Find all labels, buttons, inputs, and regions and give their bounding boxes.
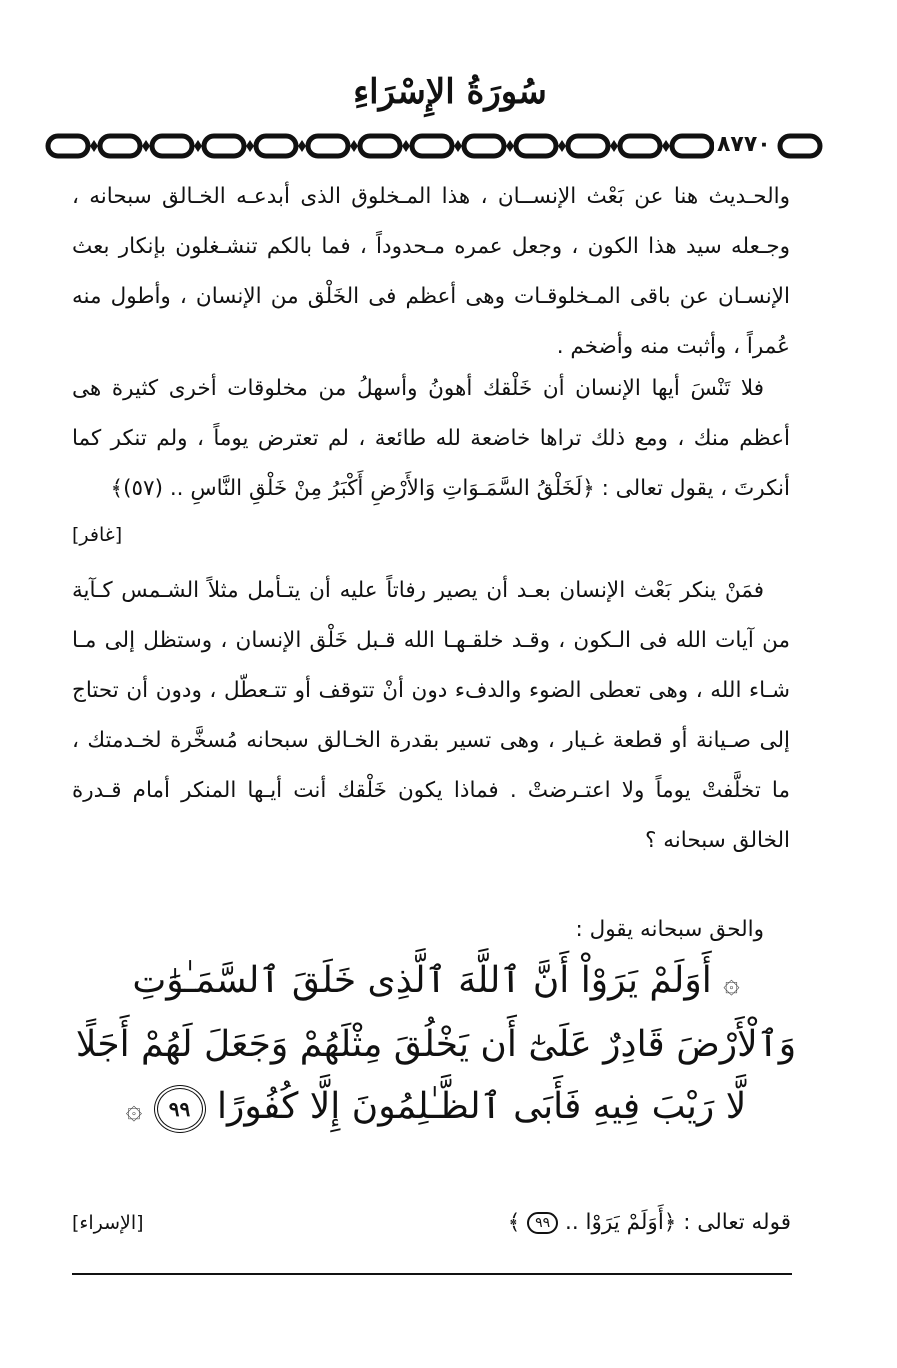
verse-text: أَوَلَمْ يَرَوْاْ أَنَّ ٱللَّهَ ٱلَّذِى خَلَقَ ٱلسَّمَـٰوَٰتِ وَٱلْأَرْضَ قَادِرٌ عَلَىٰٓ أَن يَخْلُقَ مِثْلَهُمْ وَجَعَلَ لَهُمْ أَجَلًا لَّا رَيْبَ فِيهِ فَأَبَى ٱلظَّـٰلِمُونَ إِلَّا كُفُورًا xyxy=(75,960,797,1127)
paragraph-4: والحق سبحانه يقول : xyxy=(575,917,764,942)
closing-line xyxy=(508,1205,791,1241)
paragraph-1: والحـديث هنا عن بَعْث الإنســان ، هذا المـخلوق الذى أبدعـه الخـالق سبحانه ، وجـعله سيد هذا الكون ، وجعل عمره مـحدوداً ، فما بالكم تنشـغلون بإنكار بعث الإنسـان عن باقى المـخلوقـات وهى أعظم فى الخَلْق من الإنسان ، وأطول منه عُمراً ، وأثبت منه وأضخم . xyxy=(72,184,790,359)
surah-title: سُورَةُ الإِسْرَاءِ xyxy=(353,72,547,112)
closing-prefix: قوله تعالى : xyxy=(683,1210,791,1235)
paragraph-3: فمَنْ ينكر بَعْث الإنسان بعـد أن يصير رفاتاً عليه أن يتـأمل مثلاً الشـمس كـآية من آيات الله فى الـكون ، وقـد خلقـهـا الله قـبل خَلْق الإنسان ، وستظل إلى مـا شـاء الله ، وهى تعطى الضوء والدفء دون أنْ تتوقف أو تتـعطّل ، ودون أن تحتاج إلى صـيانة أو قطعة غـيار ، وهى تسير بقدرة الخـالق سبحانه مُسخَّرة لخـدمتك ، ما تخلَّفتْ يوماً ولا اعتـرضتْ . فماذا يكون خَلْقك أنت أيـها المنكر أمام قـدرة الخالق سبحانه ؟ xyxy=(72,578,790,853)
source-ghafir: [غافر] xyxy=(72,524,123,546)
verse-open-ornament-icon: ۞ xyxy=(723,966,740,999)
closing-ayah-number: ٩٩ xyxy=(527,1212,558,1234)
page-number: ٨٧٧٠ xyxy=(714,130,774,160)
source-isra: [الإسراء] xyxy=(72,1212,144,1234)
quran-verse xyxy=(72,950,800,1140)
ayah-number-badge: ٩٩ xyxy=(154,1085,206,1133)
footer-divider xyxy=(72,1273,792,1275)
closing-end-bracket: ﴾ xyxy=(507,1210,521,1235)
closing-quote: ﴿أَوَلَمْ يَرَوْا .. xyxy=(565,1210,677,1235)
verse-close-ornament-icon: ۞ xyxy=(125,1092,143,1125)
ornamental-chain-divider xyxy=(44,126,824,166)
paragraph-2: فلا تَنْسَ أيها الإنسان أن خَلْقك أهونُ وأسهلُ من مخلوقات أخرى كثيرة هى أعظم منك ، ومع ذلك تراها خاضعة لله طائعة ، لم تعترض يوماً ، ولم تنكر كما أنكرتَ ، يقول تعالى : ﴿لَخَلْقُ السَّمَـوَاتِ وَالأَرْضِ أَكْبَرُ مِنْ خَلْقِ النَّاسِ .. (٥٧)﴾ xyxy=(72,376,790,501)
